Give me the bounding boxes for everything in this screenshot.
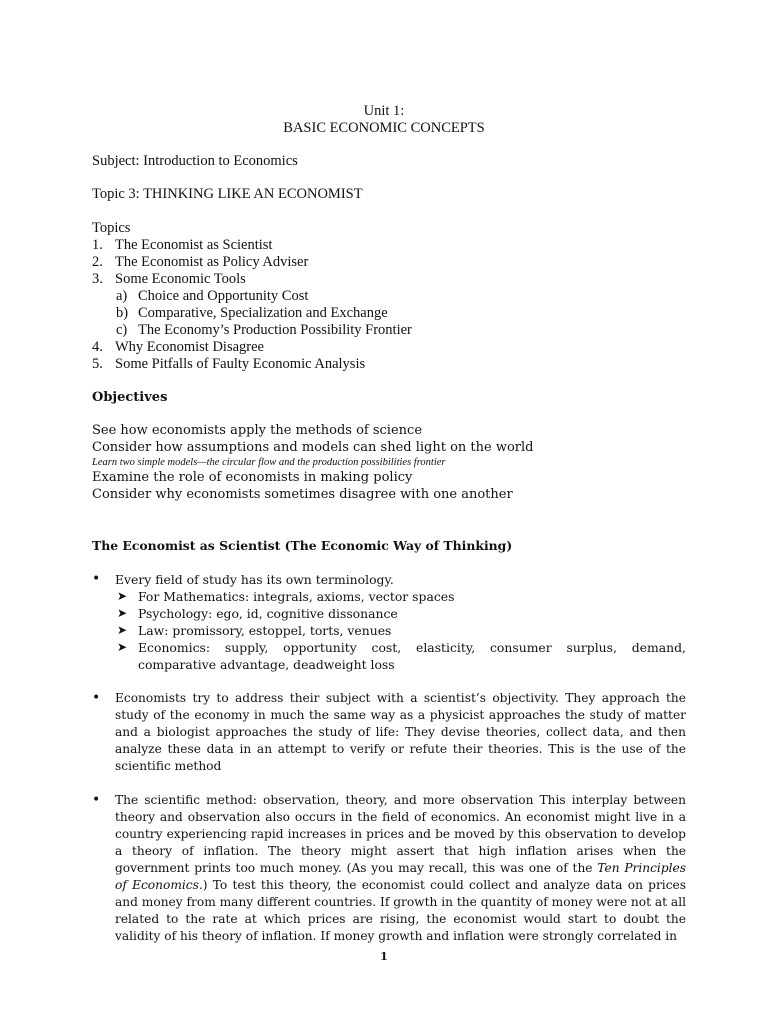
objective-item: Learn two simple models—the circular flow and the production possibilities frontier (92, 457, 446, 468)
sub-bullet-text: Law: promissory, estoppel, torts, venues (138, 623, 392, 638)
arrow-bullet-icon: ➤ (117, 589, 128, 603)
subtopic-item: Comparative, Specialization and Exchange (138, 305, 388, 321)
objective-item: Consider why economists sometimes disagree with one another (92, 487, 513, 502)
subtopic-letter: a) (116, 288, 128, 304)
sub-bullet-text: Psychology: ego, id, cognitive dissonance (138, 606, 398, 621)
sub-bullet-text: Economics: supply, opportunity cost, elasticity, consumer surplus, demand, comparative advantage, deadweight loss (138, 640, 686, 672)
objective-item: See how economists apply the methods of science (92, 423, 423, 438)
topic-number: 4. (92, 339, 103, 355)
topic-number: 5. (92, 356, 103, 372)
subtopic-item: The Economy’s Production Possibility Frontier (138, 322, 412, 338)
bullet-icon: • (92, 792, 101, 808)
bullet-paragraph (115, 792, 686, 945)
topic-item: Why Economist Disagree (115, 339, 264, 355)
arrow-bullet-icon: ➤ (117, 640, 128, 654)
topic-item: Some Economic Tools (115, 271, 246, 287)
subtopic-letter: b) (116, 305, 129, 321)
topic-item: The Economist as Scientist (115, 237, 273, 253)
page-title: BASIC ECONOMIC CONCEPTS (283, 120, 485, 136)
subtopic-letter: c) (116, 322, 128, 338)
paragraph-text: .) To test this theory, the economist could collect and analyze data on prices and money from many different countries. If growth in the quantity of money were not at all related to the rate at which prices are rising, the economist would start to doubt the validity of his theory of inflation. If money growth and inflation were strongly correlated in (115, 878, 686, 943)
topic-line: Topic 3: THINKING LIKE AN ECONOMIST (92, 186, 363, 202)
bullet-icon: • (92, 690, 101, 706)
subject-line: Subject: Introduction to Economics (92, 153, 298, 169)
topic-number: 3. (92, 271, 103, 287)
topic-item: Some Pitfalls of Faulty Economic Analysis (115, 356, 366, 372)
paragraph-italic-text: Ten Principles of Economics (115, 861, 686, 892)
objective-item: Examine the role of economists in making policy (92, 470, 413, 485)
subtopic-item: Choice and Opportunity Cost (138, 288, 309, 304)
page-number: 1 (380, 950, 388, 963)
unit-label: Unit 1: (363, 103, 405, 119)
paragraph-text: The scientific method: observation, theory, and more observation This interplay between theory and observation also occurs in the field of economics. An economist might live in a country experiencing rapid increases in prices and be moved by this observation to develop a theory of inflation. The theory might assert that high inflation arises when the government prints too much money. (As you may recall, this was one of the (115, 793, 686, 875)
section-heading: The Economist as Scientist (The Economic Way of Thinking) (92, 538, 513, 553)
topic-number: 1. (92, 237, 103, 253)
bullet-paragraph: Economists try to address their subject with a scientist’s objectivity. They approach the study of the economy in much the same way as a physicist approaches the study of matter and a biologist approaches the study of life: They devise theories, collect data, and then analyze these data in an attempt to verify or refute their theories. This is the use of the scientific method (115, 691, 686, 773)
topic-item: The Economist as Policy Adviser (115, 254, 309, 270)
objectives-heading: Objectives (92, 390, 168, 405)
bullet-icon: • (92, 571, 101, 587)
topics-heading: Topics (92, 220, 131, 236)
sub-bullet-text: For Mathematics: integrals, axioms, vector spaces (138, 589, 455, 604)
arrow-bullet-icon: ➤ (117, 606, 128, 620)
arrow-bullet-icon: ➤ (117, 623, 128, 637)
topic-number: 2. (92, 254, 103, 270)
bullet-text: Every field of study has its own terminology. (115, 572, 394, 587)
objective-item: Consider how assumptions and models can shed light on the world (92, 440, 534, 455)
